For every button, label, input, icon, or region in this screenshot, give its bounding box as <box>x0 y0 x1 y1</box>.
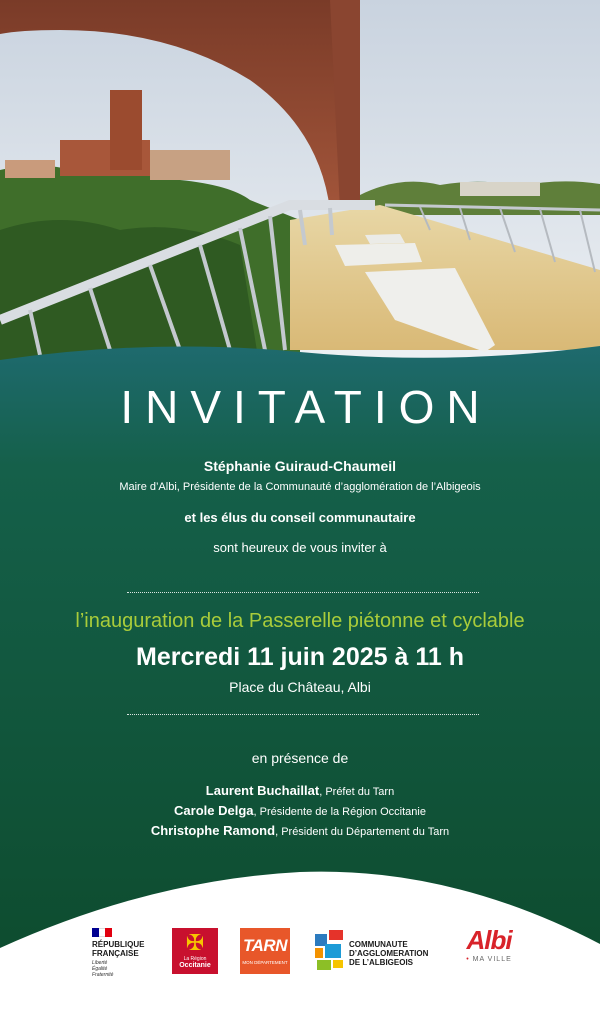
albi-name: Albi <box>466 925 512 955</box>
elected-officials-text: et les élus du conseil communautaire <box>184 510 416 525</box>
tarn-logo <box>240 928 290 974</box>
agglo-line2: D’AGGLOMERATION <box>349 949 429 958</box>
motto-liberte: Liberté <box>92 960 108 966</box>
host-role: Maire d’Albi, Présidente de la Communauté d’agglomération de l’Albigeois <box>119 481 481 493</box>
guest-line <box>0 803 600 818</box>
guest-name: Laurent Buchaillat <box>205 783 320 798</box>
guest-line <box>0 823 600 838</box>
guest-role: , Présidente de la Région Occitanie <box>253 806 426 818</box>
occitanie-small-label: La Région <box>183 956 207 962</box>
french-flag-icon <box>92 928 112 937</box>
agglo-line3: DE L’ALBIGEOIS <box>349 958 414 967</box>
republique-line2: FRANÇAISE <box>92 949 139 958</box>
tarn-name: TARN <box>243 936 287 955</box>
occitanie-name: Occitanie <box>179 962 211 969</box>
agglomeration-mark-icon <box>313 928 345 972</box>
tarn-subtitle: MON DÉPARTEMENT <box>242 960 288 965</box>
partner-logos <box>0 910 600 1010</box>
guest-role: , Préfet du Tarn <box>319 786 395 798</box>
host-name: Stéphanie Guiraud-Chaumeil <box>203 458 397 474</box>
event-place: Place du Château, Albi <box>229 679 371 695</box>
dotted-divider-bottom <box>127 714 479 715</box>
guest-name: Carole Delga <box>174 803 254 818</box>
republique-francaise-logo <box>92 928 160 980</box>
guest-name: Christophe Ramond <box>150 823 276 838</box>
presence-label: en présence de <box>251 750 349 766</box>
motto-fraternite: Fraternité <box>92 972 114 978</box>
agglomeration-albigeois-logo <box>313 926 443 976</box>
invite-text: sont heureux de vous inviter à <box>213 540 387 555</box>
event-date: Mercredi 11 juin 2025 à 11 h <box>136 643 464 671</box>
republique-line1: RÉPUBLIQUE <box>92 940 145 949</box>
motto-egalite: Égalité <box>92 966 108 972</box>
occitanie-logo <box>172 928 218 974</box>
albi-ma-ville-logo <box>457 926 521 978</box>
agglo-line1: COMMUNAUTE <box>349 940 408 949</box>
occitan-cross-icon: ✠ <box>185 930 205 955</box>
guest-line <box>0 783 600 798</box>
guest-role: , Président du Département du Tarn <box>275 826 450 838</box>
albi-subtitle: • MA VILLE <box>457 956 521 963</box>
dotted-divider-top <box>127 592 479 593</box>
invitation-title: INVITATION <box>120 381 492 433</box>
event-title: l’inauguration de la Passerelle piétonne et cyclable <box>75 610 525 632</box>
